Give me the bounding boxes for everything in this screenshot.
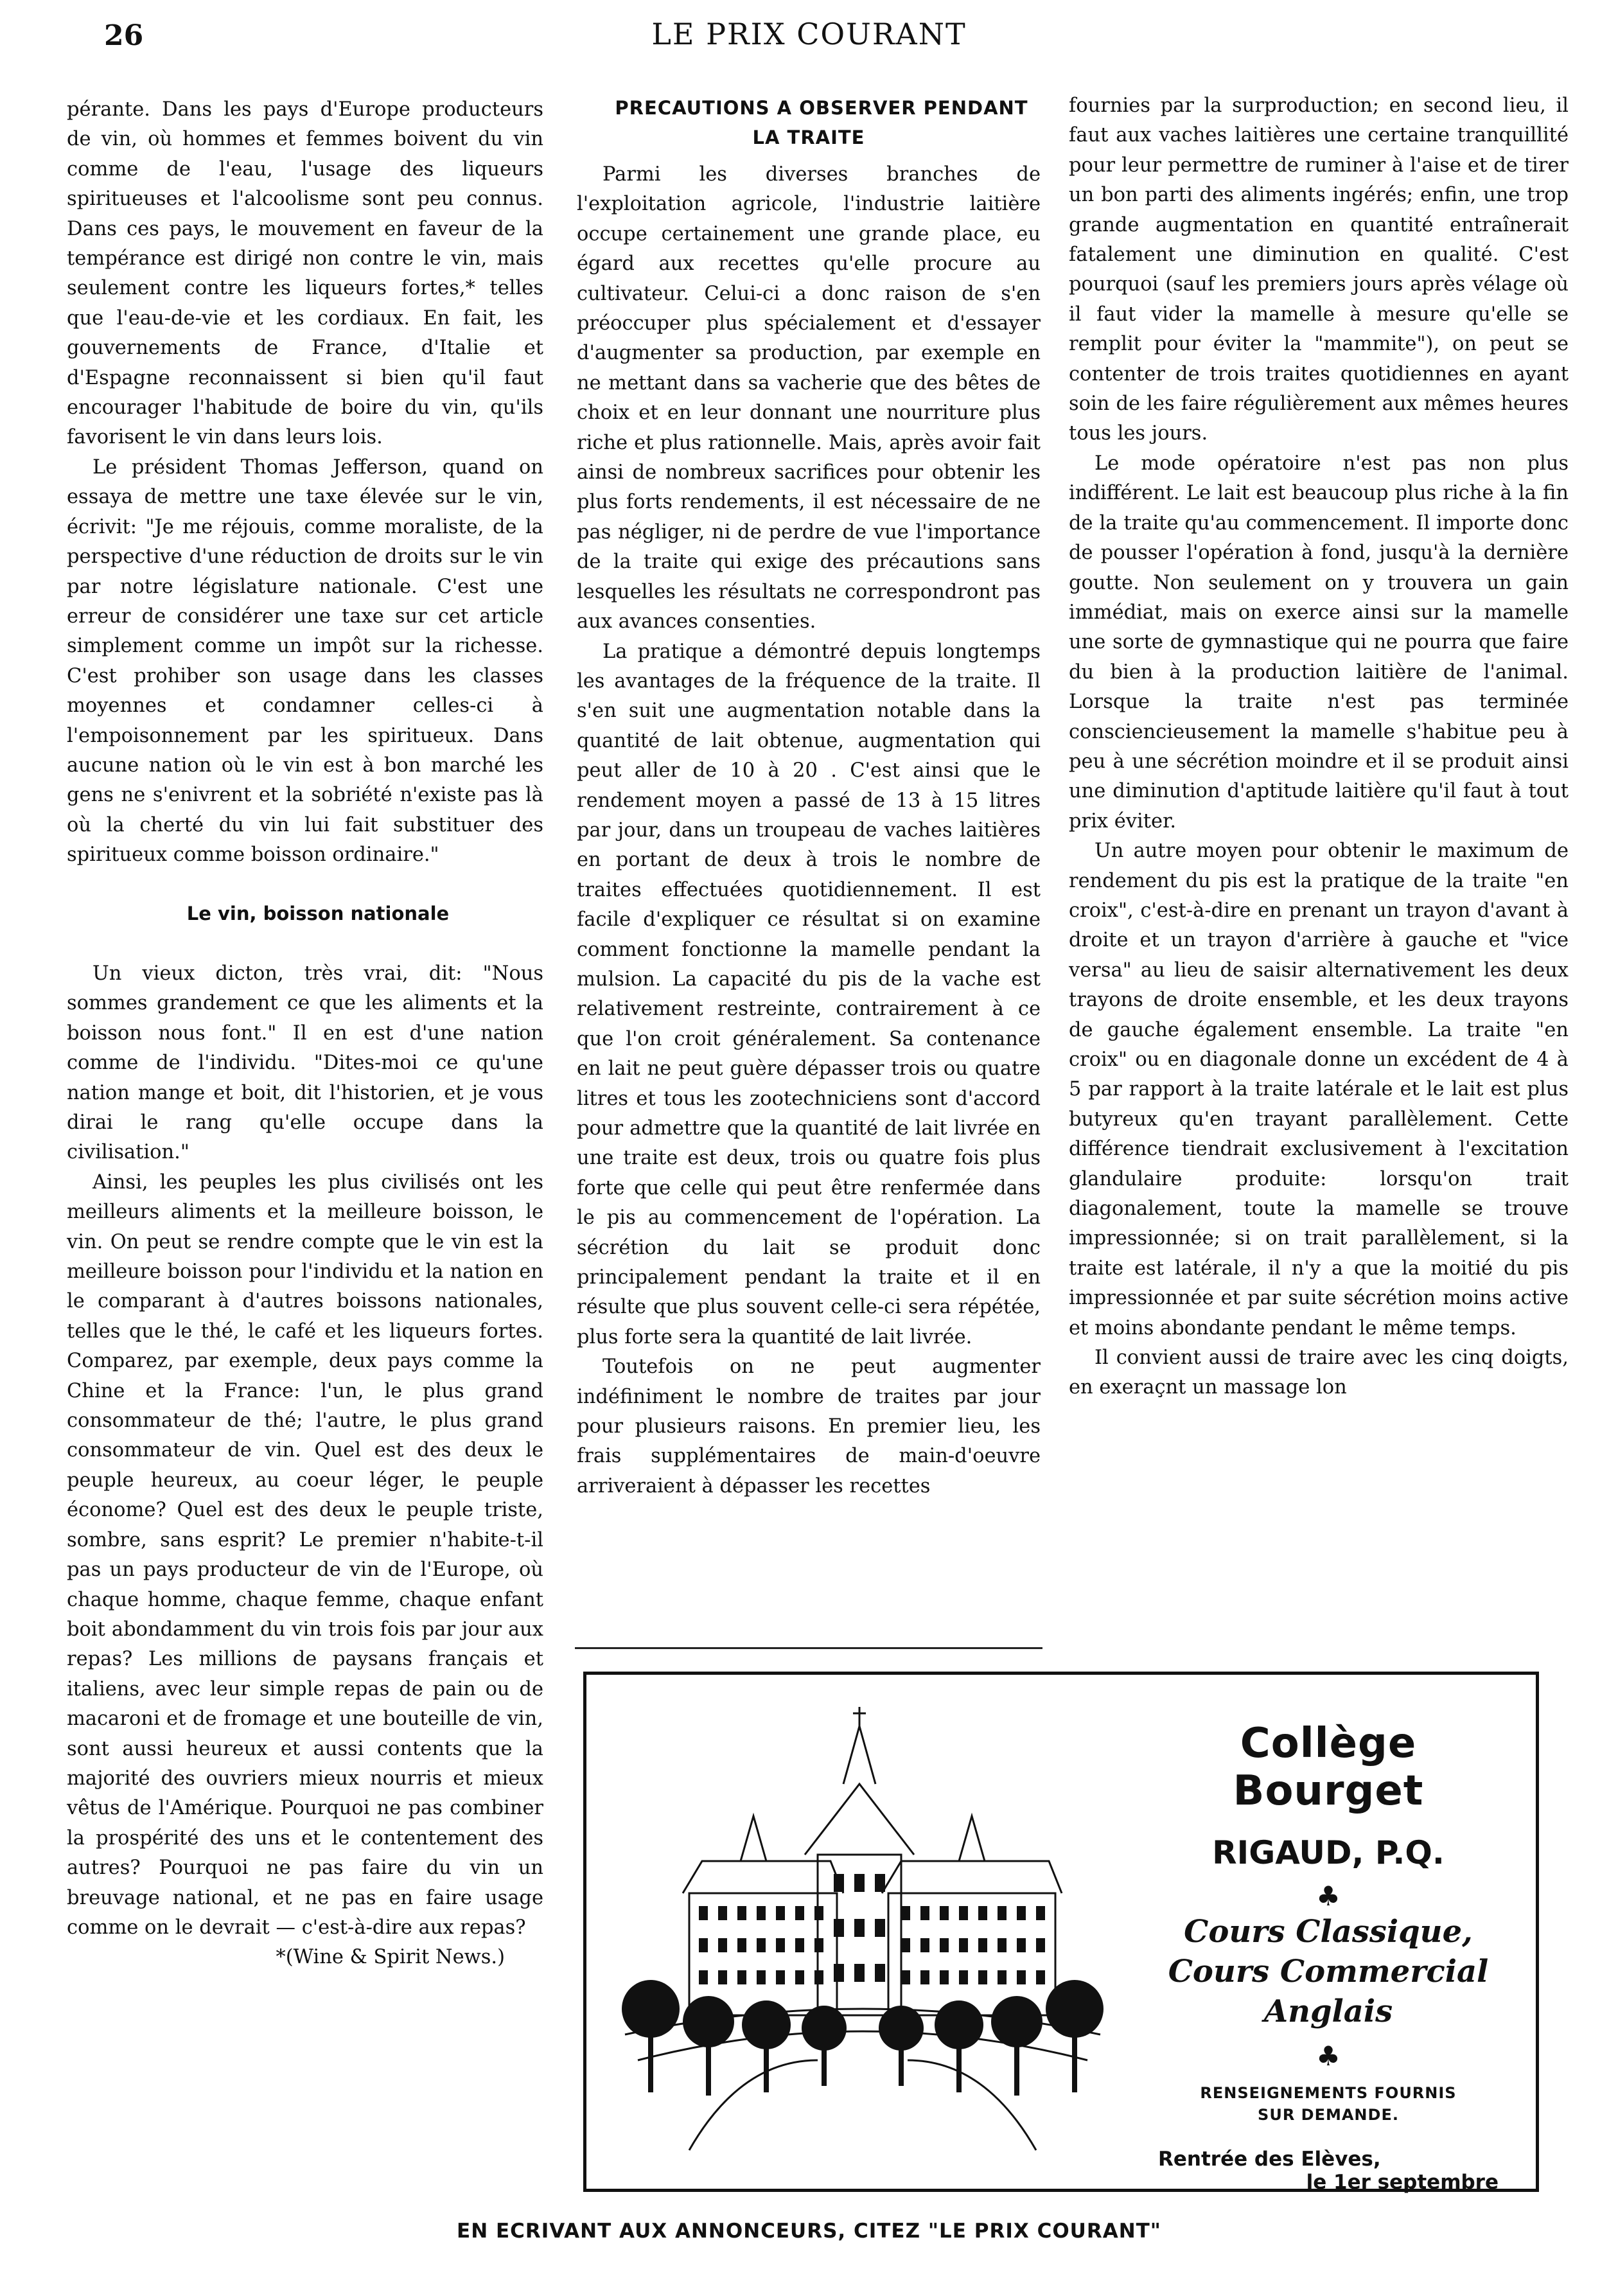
publication-title: LE PRIX COURANT	[651, 17, 967, 51]
paragraph: fournies par la surproduction; en second lieu, il faut aux vaches laitières une certaine tranquillité pour leur permettre de ruminer à l'aise et de tirer un bon parti des aliments ingérés; enfin, une trop grande augmentation en quantité entraînerait fatalement une diminution en qualité. C'est pourquoi (sauf les premiers jours après vélage où il faut vider la mamelle à mesure qu'elle se remplit pour éviter la "mammite"), on peut se contenter de trois traites quotidiennes en ayant soin de les faire régulièrement aux mêmes heures tous les jours.	[1069, 94, 1569, 445]
paragraph: Il convient aussi de traire avec les cinq doigts, en exeraçnt un massage lon	[1069, 1347, 1569, 1399]
paragraph: La pratique a démontré depuis longtemps les avantages de la fréquence de la traite. Il s'en suit une augmentation notable dans la quantité de lait obtenue, augmentation qui peut aller de 10 à 20 . C'est ainsi que le rendement moyen a passé de 13 à 15 litres par jour, dans un troupeau de vaches laitières en portant de deux à trois le nombre de traites effectuées quotidiennement. Il est facile d'expliquer ce résultat si on examine comment fonctionne la mamelle pendant la mulsion. La capacité du pis de la vache est relativement restreinte, contrairement à ce que l'on croit généralement. Sa contenance en lait ne peut guère dépasser trois ou quatre litres et tous les zootechniciens sont d'accord pour admettre que la quantité de lait livrée en une traite est deux, trois ou quatre fois plus forte que celle qui peut être renfermée dans le pis au commencement de l'opération. La sécrétion du lait se produit donc principalement pendant la traite et il en résulte que plus souvent celle-ci sera répétée, plus forte sera la quantité de lait livrée.	[577, 640, 1041, 1348]
page-number: 26	[104, 19, 144, 52]
college-location: RIGAUD, P.Q.	[1212, 1834, 1445, 1871]
info-line: RENSEIGNEMENTS FOURNIS	[1200, 2084, 1457, 2102]
article-wine-column	[67, 95, 543, 1973]
article-milking-continued-column	[1069, 91, 1569, 1403]
rentree-date: le 1er septembre	[1306, 2171, 1499, 2194]
article-title: PRECAUTIONS A OBSERVER PENDANT LA TRAITE	[615, 97, 1028, 148]
advertisement-text	[1139, 1700, 1518, 2194]
paragraph: Le président Thomas Jefferson, quand on essaya de mettre une taxe élevée sur le vin, écrivit: "Je me réjouis, comme moraliste, de la perspective d'une réduction de droits sur le vin par notre législature nationale. C'est une erreur de considérer une taxe sur cet article simplement comme un impôt sur la richesse. C'est prohiber son usage dans les classes moyennes et condamner celles-ci à l'empoisonnement par les spiritueux. Dans aucune nation où le vin est à bon marché les gens ne s'enivrent et la sobriété n'existe pas là où la cherté du vin lui fait substituer des spiritueux comme boisson ordinaire."	[67, 455, 543, 867]
column-divider-rule	[575, 1647, 1042, 1649]
info-line: SUR DEMANDE.	[1258, 2106, 1399, 2124]
article-milking-column	[577, 93, 1041, 1501]
paragraph: Un autre moyen pour obtenir le maximum de rendement du pis est la pratique de la traite "en croix", c'est-à-dire en prenant un trayon d'avant à droite et un trayon d'arrière à gauche et "vice versa" au lieu de saisir alternativement les deux trayons de droite ensemble, et les deux trayons de gauche également ensemble. La traite "en croix" ou en diagonale donne un excédent de 4 à 5 par rapport à la traite latérale et le lait est plus butyreux qu'en trayant parallèlement. Cette différence tiendrait exclusivement à l'excitation glandulaire produite: lorsqu'on trait diagonalement, toute la mamelle se trouve impressionnée; si on trait parallèlement, si la traite est latérale, il n'y a que la moitié du pis impressionnée et par suite sécrétion moins active et moins abondante pendant le même temps.	[1069, 840, 1569, 1339]
rentree-line: Rentrée des Elèves,	[1158, 2148, 1381, 2171]
college-building-illustration	[612, 1700, 1113, 2176]
paragraph: Le mode opératoire n'est pas non plus indifférent. Le lait est beaucoup plus riche à la fin de la traite qu'au commencement. Il importe donc de pousser l'opération à fond, jusqu'à la dernière goutte. Non seulement on y trouvera un gain immédiat, mais on exerce ainsi sur la mamelle une sorte de gymnastique qui ne pourra que faire du bien à la production laitière de l'animal. Lorsque la traite n'est pas terminée consciencieusement la mamelle s'habitue peu à peu à une sécrétion moindre et il se produit ainsi une diminution d'aptitude laitière qu'il faut à tout prix éviter.	[1069, 452, 1569, 833]
course-anglais: Anglais	[1263, 1993, 1393, 2029]
club-ornament-icon: ♣	[1316, 1880, 1341, 1912]
paragraph: Ainsi, les peuples les plus civilisés ont les meilleurs aliments et la meilleure boisson, le vin. On peut se rendre compte que le vin est la meilleure boisson pour l'individu et la nation en le comparant à d'autres boissons nationales, telles que le thé, le café et les liqueurs fortes. Comparez, par exemple, deux pays comme la Chine et la France: l'un, le plus grand consommateur de thé; l'autre, le plus grand consommateur de vin. Quel est des deux le peuple heureux, au coeur léger, le peuple économe? Quel est des deux le peuple triste, sombre, sans esprit? Le premier n'habite-t-il pas un pays producteur de vin de l'Europe, où chaque homme, chaque femme, chaque enfant boit abondamment du vin trois fois par jour aux repas? Les millions de paysans français et italiens, avec leur simple repas de pain ou de macaroni et de fromage et une bouteille de vin, sont aussi heureux et aussi contents que la majorité des ouvriers mieux nourris et mieux vêtus de l'Amérique. Pourquoi ne pas combiner la prospérité des uns et le contentement des autres? Pourquoi ne pas faire du vin un breuvage national, et ne pas en faire usage comme on le devrait — c'est-à-dire aux repas?	[67, 1170, 543, 1939]
source-attribution: *(Wine & Spirit News.)	[276, 1946, 505, 1969]
paragraph: Parmi les diverses branches de l'exploitation agricole, l'industrie laitière occupe certainement une grande place, eu égard aux recettes qu'elle procure au cultivateur. Celui-ci a donc raison de s'en préoccuper plus spécialement et d'essayer d'augmenter sa production, par exemple en ne mettant dans sa vacherie que des bêtes de choix et en leur donnant une nourriture plus riche et plus rationnelle. Mais, après avoir fait ainsi de nombreux sacrifices pour obtenir les plus forts rendements, il est nécessaire de ne pas négliger, ni de perdre de vue l'importance de la traite qui exige des précautions sans lesquelles les résultats ne correspondront pas aux avances consenties.	[577, 163, 1041, 633]
course-commercial: Cours Commercial	[1168, 1954, 1489, 1990]
paragraph: Un vieux dicton, très vrai, dit: "Nous sommes grandement ce que les aliments et la boisson nous font." Il en est d'une nation comme de l'individu. "Dites-moi ce qu'une nation mange et boit, dit l'historien, et je vous dirai le rang qu'elle occupe dans la civilisation."	[67, 962, 543, 1164]
paragraph: Toutefois on ne peut augmenter indéfiniment le nombre de traites par jour pour plusieurs raisons. En premier lieu, les frais supplémentaires de main-d'oeuvre arriveraient à dépasser les recettes	[577, 1356, 1041, 1497]
paragraph: pérante. Dans les pays d'Europe producteurs de vin, où hommes et femmes boivent du vin comme de l'eau, l'usage des liqueurs spiritueuses et l'alcoolisme sont peu connus. Dans ces pays, le mouvement en faveur de la tempérance est dirigé non contre le vin, mais seulement contre les liqueurs fortes,* telles que l'eau-de-vie et les cordiaux. En fait, les gouvernements de France, d'Italie et d'Espagne reconnaissent si bien qu'il faut encourager l'habitude de boire du vin, qu'ils favorisent le vin dans leurs lois.	[67, 98, 543, 449]
section-subtitle: Le vin, boisson nationale	[186, 902, 450, 924]
course-classique: Cours Classique,	[1184, 1914, 1473, 1950]
club-ornament-icon: ♣	[1316, 2040, 1341, 2072]
footer-notice: EN ECRIVANT AUX ANNONCEURS, CITEZ "LE PRIX COURANT"	[457, 2220, 1161, 2243]
college-name: Collège Bourget	[1233, 1720, 1424, 1815]
college-advertisement	[583, 1672, 1539, 2192]
